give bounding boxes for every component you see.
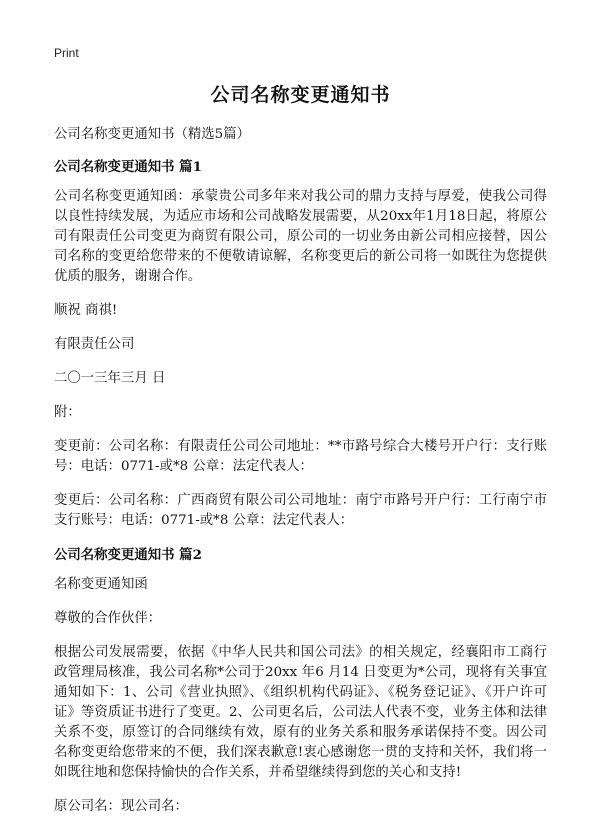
section1-date: 二〇一三年三月 日 bbox=[54, 371, 166, 386]
section-heading-1: 公司名称变更通知书 篇1 bbox=[54, 159, 202, 175]
document-title: 公司名称变更通知书 bbox=[210, 84, 391, 106]
section1-after: 变更后：公司名称：广西商贸有限公司公司地址：南宁市路号开户行：工行南宁市支行账号：电话：0771-或*8 公章：法定代表人： bbox=[54, 493, 547, 528]
section2-body: 根据公司发展需要，依据《中华人民共和国公司法》的相关规定，经襄阳市工商行政管理局核准，我公司名称*公司于20xx 年6 月14 日变更为*公司，现将有关事宜通知如下：1、公司《营业执照》、《组织机构代码证》、《税务登记证》、《开户许可证》等资质证书进行了变更。2、公司更名后，公司法人代表不变，业务主体和法律关系不变，原签订的合同继续有效，原有的业务关系和服务承诺保持不变。因公司名称变更给您带来的不便，我们深表歉意!衷心感谢您一贯的支持和关怀，我们将一如既往地和您保持愉快的合作关系，并希望继续得到您的关心和支持! bbox=[54, 645, 547, 780]
section2-names: 原公司名：现公司名： bbox=[54, 799, 188, 814]
section1-attachment: 附： bbox=[54, 405, 81, 420]
section1-greeting: 顺祝 商祺! bbox=[54, 303, 118, 318]
section-heading-2: 公司名称变更通知书 篇2 bbox=[54, 547, 202, 563]
section2-salutation: 尊敬的合作伙伴： bbox=[54, 611, 162, 626]
print-link[interactable]: Print bbox=[54, 46, 79, 60]
section2-letter-title: 名称变更通知函 bbox=[54, 577, 148, 592]
section1-company: 有限责任公司 bbox=[54, 337, 135, 352]
document-subtitle: 公司名称变更通知书（精选5篇） bbox=[54, 127, 250, 142]
section1-body: 公司名称变更通知函：承蒙贵公司多年来对我公司的鼎力支持与厚爱，使我公司得以良性持续发展，为适应市场和公司战略发展需要，从20xx年1月18日起，将原公司有限责任公司变更为商贸有限公司，原公司的一切业务由新公司相应接替，因公司名称的变更给您带来的不便敬请谅解，名称变更后的新公司将一如既往为您提供优质的服务，谢谢合作。 bbox=[54, 189, 547, 284]
section1-before: 变更前：公司名称：有限责任公司公司地址：**市路号综合大楼号开户行：支行账号：电话：0771-或*8 公章：法定代表人： bbox=[54, 439, 547, 474]
